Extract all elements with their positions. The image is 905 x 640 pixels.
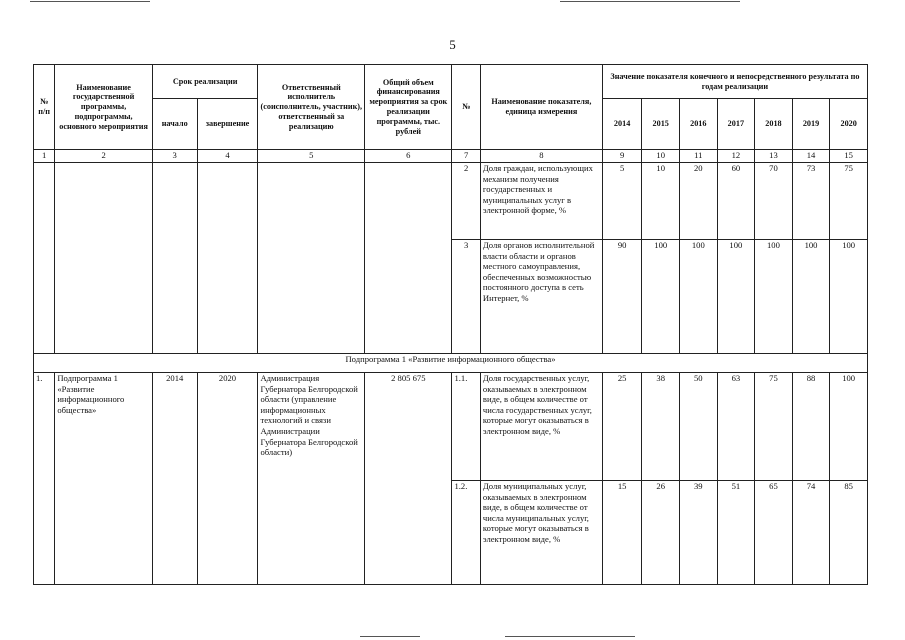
indicator-value: 100 bbox=[680, 240, 718, 354]
indicator-value: 88 bbox=[792, 373, 830, 481]
start-year: 2014 bbox=[152, 373, 197, 585]
indicator-value: 26 bbox=[642, 481, 680, 585]
indicator-value: 74 bbox=[792, 481, 830, 585]
header-year: 2019 bbox=[792, 99, 830, 150]
header-year: 2014 bbox=[602, 99, 642, 150]
header-num: № п/п bbox=[34, 65, 55, 150]
indicator-value: 5 bbox=[602, 163, 642, 240]
indicator-value: 63 bbox=[717, 373, 755, 481]
indicator-num: 1.1. bbox=[452, 373, 480, 481]
header-executor: Ответственный исполнитель (соисполнитель, участник), ответственный за реализацию bbox=[258, 65, 365, 150]
indicator-value: 75 bbox=[830, 163, 868, 240]
header-program-name: Наименование государственной программы, подпрограммы, основного мероприятия bbox=[55, 65, 153, 150]
bottom-edge-line bbox=[360, 636, 420, 637]
subprogram-title-row bbox=[34, 354, 868, 373]
indicator-value: 100 bbox=[642, 240, 680, 354]
indicator-name: Доля муниципальных услуг, оказываемых в электронном виде, в общем количестве от числа муниципальных услуг, которые могут оказываться в электронном виде, % bbox=[480, 481, 602, 585]
program-table bbox=[33, 64, 868, 585]
column-number: 10 bbox=[642, 150, 680, 163]
indicator-value: 25 bbox=[602, 373, 642, 481]
header-year: 2016 bbox=[680, 99, 718, 150]
header-indicator-num: № bbox=[452, 65, 480, 150]
column-number: 1 bbox=[34, 150, 55, 163]
empty-cell bbox=[197, 163, 258, 354]
indicator-num: 2 bbox=[452, 163, 480, 240]
column-number: 11 bbox=[680, 150, 718, 163]
indicator-value: 100 bbox=[792, 240, 830, 354]
indicator-value: 100 bbox=[830, 240, 868, 354]
top-edge-line bbox=[560, 1, 740, 2]
header-year: 2020 bbox=[830, 99, 868, 150]
subprogram-title: Подпрограмма 1 «Развитие информационного общества» bbox=[34, 354, 868, 373]
indicator-name: Доля государственных услуг, оказываемых в электронном виде, в общем количестве от числа государственных услуг, которые могут оказываться в электронном виде, % bbox=[480, 373, 602, 481]
executor: Администрация Губернатора Белгородской области (управление информационных технологий и связи Администрации Губернатора Белгородской области) bbox=[258, 373, 365, 585]
empty-cell bbox=[365, 163, 452, 354]
header-end: завершение bbox=[197, 99, 258, 150]
indicator-value: 50 bbox=[680, 373, 718, 481]
table-row bbox=[34, 163, 868, 240]
header-year: 2015 bbox=[642, 99, 680, 150]
indicator-value: 10 bbox=[642, 163, 680, 240]
header-term: Срок реализации bbox=[152, 65, 258, 99]
indicator-value: 38 bbox=[642, 373, 680, 481]
page-number: 5 bbox=[449, 37, 456, 52]
column-number: 4 bbox=[197, 150, 258, 163]
column-number: 15 bbox=[830, 150, 868, 163]
column-number: 13 bbox=[755, 150, 793, 163]
column-number: 6 bbox=[365, 150, 452, 163]
header-year: 2018 bbox=[755, 99, 793, 150]
indicator-num: 3 bbox=[452, 240, 480, 354]
indicator-value: 39 bbox=[680, 481, 718, 585]
indicator-name: Доля органов исполнительной власти области и органов местного самоуправления, обеспеченных возможностью постоянного доступа в сеть Интернет, % bbox=[480, 240, 602, 354]
header-start: начало bbox=[152, 99, 197, 150]
indicator-value: 70 bbox=[755, 163, 793, 240]
column-number: 5 bbox=[258, 150, 365, 163]
indicator-num: 1.2. bbox=[452, 481, 480, 585]
empty-cell bbox=[258, 163, 365, 354]
indicator-value: 60 bbox=[717, 163, 755, 240]
header-year: 2017 bbox=[717, 99, 755, 150]
bottom-edge-line bbox=[505, 636, 635, 637]
table-row bbox=[34, 373, 868, 481]
indicator-value: 51 bbox=[717, 481, 755, 585]
column-number: 3 bbox=[152, 150, 197, 163]
column-number: 8 bbox=[480, 150, 602, 163]
indicator-value: 100 bbox=[830, 373, 868, 481]
column-number: 14 bbox=[792, 150, 830, 163]
column-number: 9 bbox=[602, 150, 642, 163]
empty-cell bbox=[152, 163, 197, 354]
header-indicator-name: Наименование показателя, единица измерения bbox=[480, 65, 602, 150]
indicator-value: 65 bbox=[755, 481, 793, 585]
indicator-value: 20 bbox=[680, 163, 718, 240]
header-financing: Общий объем финансирования мероприятия за срок реализации программы, тыс. рублей bbox=[365, 65, 452, 150]
header-values: Значение показателя конечного и непосредственного результата по годам реализации bbox=[602, 65, 867, 99]
financing-amount: 2 805 675 bbox=[365, 373, 452, 585]
indicator-value: 15 bbox=[602, 481, 642, 585]
subprogram-name: Подпрограмма 1 «Развитие информационного общества» bbox=[55, 373, 153, 585]
indicator-value: 75 bbox=[755, 373, 793, 481]
indicator-value: 85 bbox=[830, 481, 868, 585]
indicator-value: 73 bbox=[792, 163, 830, 240]
empty-cell bbox=[55, 163, 153, 354]
column-number: 7 bbox=[452, 150, 480, 163]
indicator-value: 100 bbox=[755, 240, 793, 354]
column-number: 2 bbox=[55, 150, 153, 163]
top-edge-line bbox=[30, 1, 150, 2]
row-num: 1. bbox=[34, 373, 55, 585]
indicator-value: 90 bbox=[602, 240, 642, 354]
indicator-name: Доля граждан, использующих механизм получения государственных и муниципальных услуг в электронной форме, % bbox=[480, 163, 602, 240]
indicator-value: 100 bbox=[717, 240, 755, 354]
empty-cell bbox=[34, 163, 55, 354]
column-number: 12 bbox=[717, 150, 755, 163]
end-year: 2020 bbox=[197, 373, 258, 585]
